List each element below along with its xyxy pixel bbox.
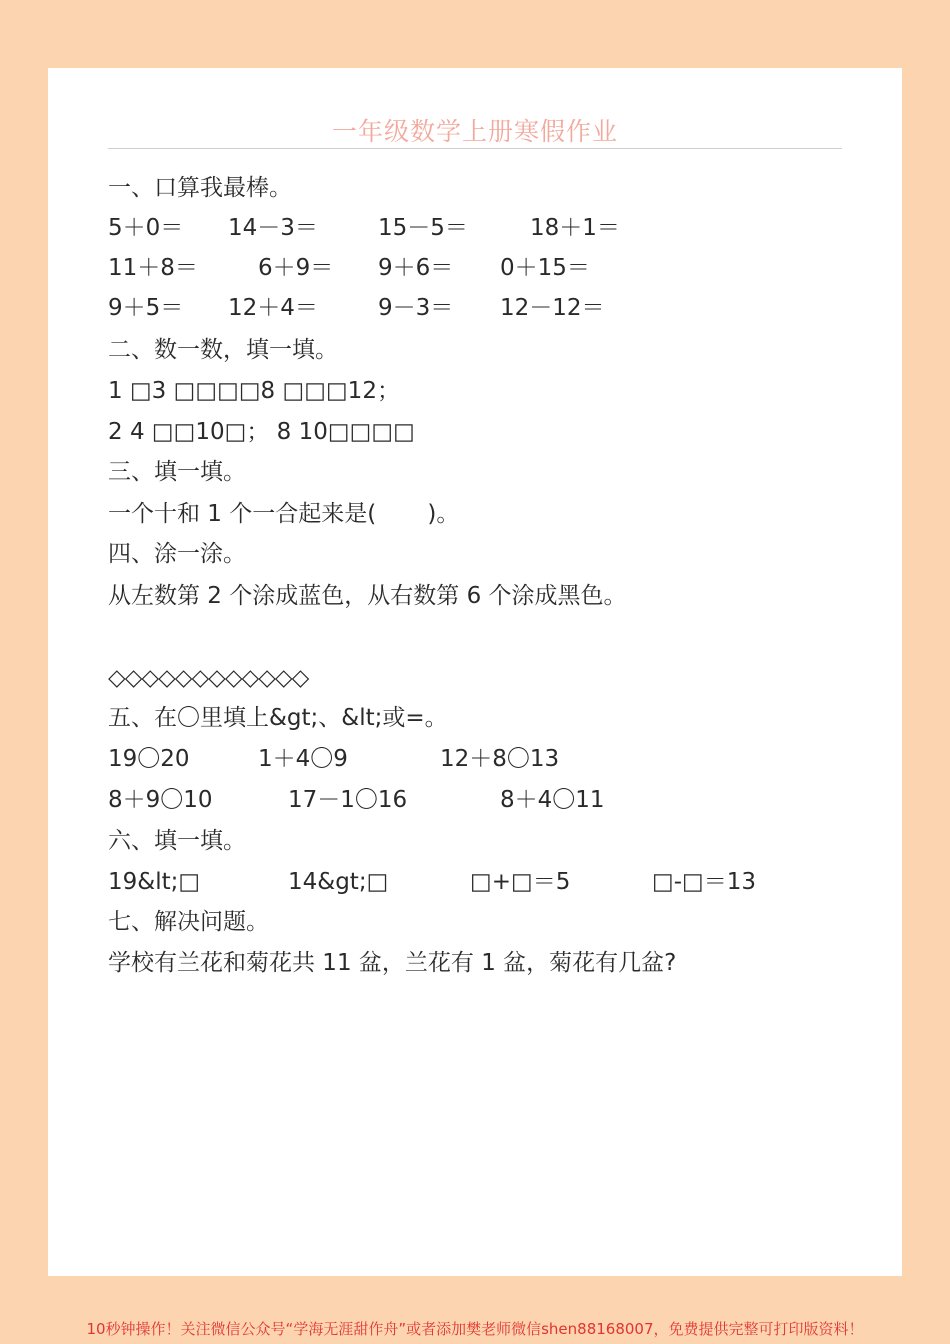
oral-calc-row-3 xyxy=(108,290,842,326)
problem: 9＋6＝ xyxy=(378,255,454,281)
section-7-heading: 七、解决问题。 xyxy=(108,909,269,935)
problem: 12－12＝ xyxy=(500,295,605,321)
compare-item: 19〇20 xyxy=(108,746,190,772)
fill-item: □+□＝5 xyxy=(470,869,571,895)
count-fill-line-1: 1 □3 □□□□8 □□□12； xyxy=(108,378,400,404)
fill-item: 19&lt;□ xyxy=(108,869,201,895)
section-6-heading: 六、填一填。 xyxy=(108,828,246,854)
page-title: 一年级数学上册寒假作业 xyxy=(331,117,618,146)
compare-item: 17－1〇16 xyxy=(288,787,408,813)
footer-promo: 10秒钟操作！关注微信公众号“学海无涯甜作舟”或者添加樊老师微信shen88168007，免费提供完整可打印版资料！ xyxy=(86,1320,864,1338)
compare-item: 1＋4〇9 xyxy=(258,746,348,772)
problem: 5＋0＝ xyxy=(108,215,184,241)
section-4-heading: 四、涂一涂。 xyxy=(108,541,246,567)
diamond-row: ◇◇◇◇◇◇◇◇◇◇◇◇ xyxy=(108,665,309,691)
compare-row-1 xyxy=(108,741,842,777)
compare-item: 8＋4〇11 xyxy=(500,787,605,813)
coloring-instruction: 从左数第 2 个涂成蓝色，从右数第 6 个涂成黑色。 xyxy=(108,583,627,609)
count-fill-line-2: 2 4 □□10□； 8 10□□□□ xyxy=(108,419,415,445)
problem: 11＋8＝ xyxy=(108,255,198,281)
problem: 9－3＝ xyxy=(378,295,454,321)
compare-row-2 xyxy=(108,782,842,818)
section-1-heading: 一、口算我最棒。 xyxy=(108,175,292,201)
fill-row xyxy=(108,864,842,900)
problem: 14－3＝ xyxy=(228,215,318,241)
section-3-heading: 三、填一填。 xyxy=(108,459,246,485)
oral-calc-row-2 xyxy=(108,250,842,286)
worksheet-page xyxy=(48,68,902,1276)
compare-item: 12＋8〇13 xyxy=(440,746,560,772)
problem: 9＋5＝ xyxy=(108,295,184,321)
title-divider xyxy=(108,148,842,149)
fill-item: □-□＝13 xyxy=(652,869,757,895)
problem: 12＋4＝ xyxy=(228,295,318,321)
problem: 15－5＝ xyxy=(378,215,468,241)
oral-calc-row-1 xyxy=(108,210,842,246)
problem: 6＋9＝ xyxy=(258,255,334,281)
problem: 0＋15＝ xyxy=(500,255,590,281)
fill-question: 一个十和 1 个一合起来是( )。 xyxy=(108,501,460,527)
section-2-heading: 二、数一数，填一填。 xyxy=(108,337,338,363)
compare-item: 8＋9〇10 xyxy=(108,787,213,813)
section-5-heading: 五、在〇里填上&gt;、&lt;或=。 xyxy=(108,705,448,731)
fill-item: 14&gt;□ xyxy=(288,869,389,895)
problem: 18＋1＝ xyxy=(530,215,620,241)
word-problem: 学校有兰花和菊花共 11 盆，兰花有 1 盆，菊花有几盆? xyxy=(108,950,677,976)
